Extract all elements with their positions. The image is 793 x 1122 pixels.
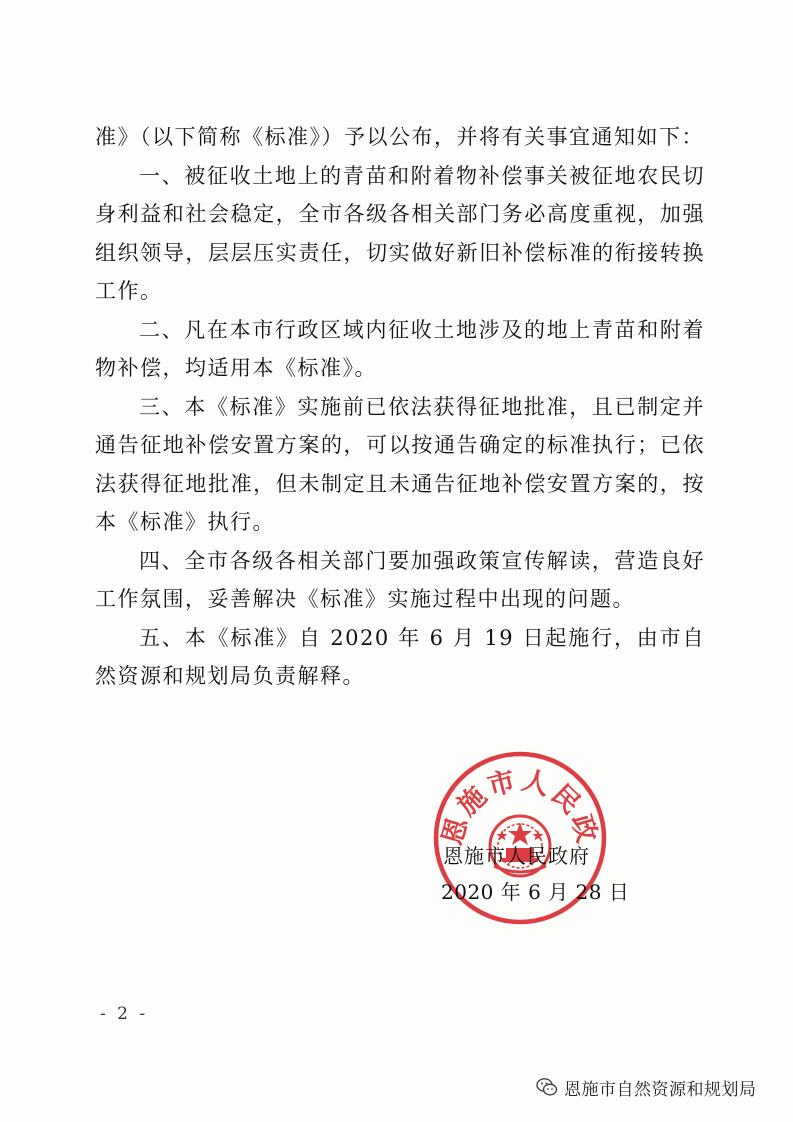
- watermark-text: 恩施市自然资源和规划局: [564, 1079, 757, 1100]
- paragraph-item-5: 五、本《标准》自 2020 年 6 月 19 日起施行，由市自然资源和规划局负责解释。: [95, 625, 705, 688]
- issue-date: 2020 年 6 月 28 日: [441, 880, 630, 904]
- page-number: - 2 -: [100, 1004, 149, 1024]
- wechat-icon: [536, 1077, 558, 1097]
- paragraph-item-4: 四、全市各级各相关部门要加强政策宣传解读，营造良好工作氛围，妥善解决《标准》实施过程中出现的问题。: [95, 548, 705, 611]
- issuer-signature: 恩施市人民政府: [443, 844, 590, 868]
- paragraph-item-2: 二、凡在本市行政区域内征收土地涉及的地上青苗和附着物补偿，均适用本《标准》。: [95, 317, 705, 380]
- paragraph-item-1: 一、被征收土地上的青苗和附着物补偿事关被征地农民切身利益和社会稳定，全市各级各相关部门务必高度重视，加强组织领导，层层压实责任，切实做好新旧补偿标准的衔接转换工作。: [95, 163, 705, 303]
- document-body: [95, 118, 705, 696]
- paragraph-intro: 准》（以下简称《标准》）予以公布，并将有关事宜通知如下：: [95, 125, 704, 149]
- svg-text:恩施市人民政: 恩施市人民政: [437, 764, 603, 849]
- paragraph-item-3: 三、本《标准》实施前已依法获得征地批准，且已制定并通告征地补偿安置方案的，可以按通告确定的标准执行；已依法获得征地批准，但未制定且未通告征地补偿安置方案的，按本《标准》执行。: [95, 394, 705, 534]
- account-watermark: [536, 1074, 757, 1100]
